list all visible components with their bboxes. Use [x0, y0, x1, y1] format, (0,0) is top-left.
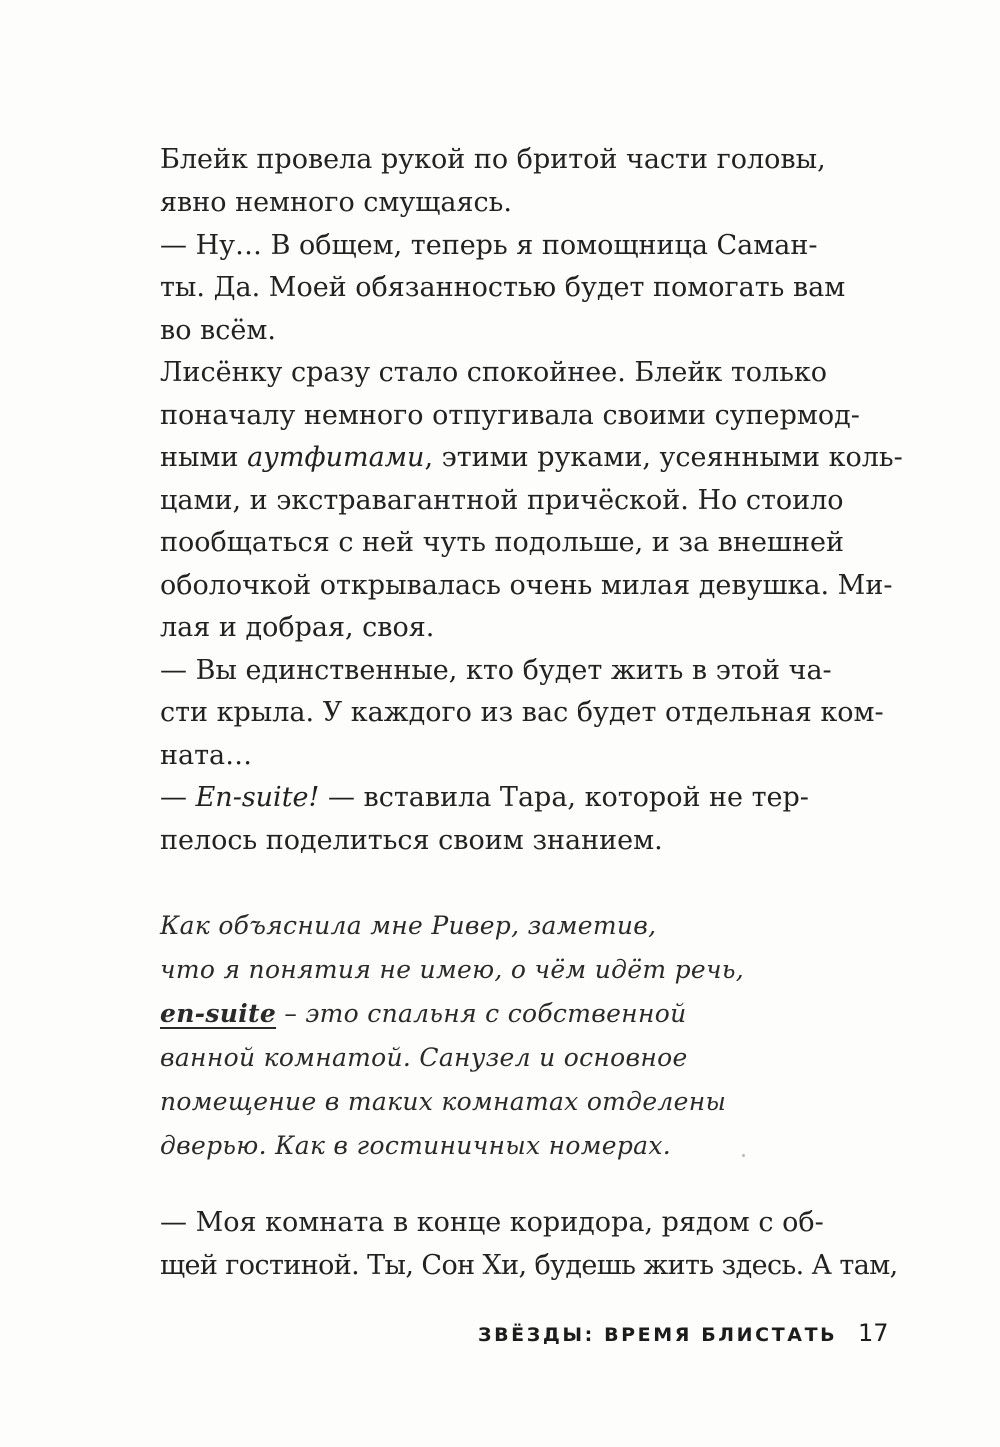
- text-span: —: [160, 782, 187, 813]
- paragraph-line: щей гостиной. Ты, Сон Хи, будешь жить здесь. А там,: [160, 1250, 898, 1281]
- handwritten-note-line: помещение в таких комнатах отделены: [160, 1087, 727, 1116]
- paragraph-line: [160, 438, 903, 478]
- text-span: , этими руками, усеянными коль-: [424, 442, 903, 473]
- italic-term: аутфитами: [247, 442, 425, 473]
- handwritten-note-line: [160, 990, 800, 1038]
- paragraph-line: лая и добрая, своя.: [160, 612, 435, 643]
- dialogue-line: [160, 778, 814, 818]
- handwritten-note-line: дверью. Как в гостиничных номерах.: [160, 1131, 672, 1160]
- dialogue-line: — Моя комната в конце коридора, рядом с об-: [160, 1207, 824, 1238]
- dialogue-line: — Вы единственные, кто будет жить в этой ча-: [160, 655, 832, 686]
- paragraph-line: сти крыла. У каждого из вас будет отдельная ком-: [160, 697, 884, 728]
- paragraph-line: поначалу немного отпугивала своими супермод-: [160, 400, 860, 431]
- page-number: 17: [858, 1319, 889, 1347]
- paragraph-line: Лисёнку сразу стало спокойнее. Блейк только: [160, 357, 828, 388]
- paragraph-line: пелось поделиться своим знанием.: [160, 825, 663, 856]
- paragraph-line: ты. Да. Моей обязанностью будет помогать вам: [160, 272, 846, 303]
- text-span: – это спальня с собственной: [284, 999, 687, 1028]
- paragraph-line: Блейк провела рукой по бритой части головы,: [160, 144, 826, 175]
- paragraph-line: во всём.: [160, 315, 276, 346]
- handwritten-note-line: Как объяснила мне Ривер, заметив,: [160, 911, 657, 940]
- paragraph-line: пообщаться с ней чуть подольше, и за внешней: [160, 527, 845, 558]
- paragraph-line: цами, и экстравагантной причёской. Но стоило: [160, 485, 844, 516]
- handwritten-note-line: ванной комнатой. Санузел и основное: [160, 1043, 688, 1072]
- speck-mark: [742, 1154, 745, 1157]
- paragraph-line: явно немного смущаясь.: [160, 187, 512, 218]
- dialogue-line: — Ну… В общем, теперь я помощница Саман-: [160, 230, 818, 261]
- text-span: ными: [160, 442, 239, 473]
- italic-term: En-suite!: [195, 782, 320, 813]
- paragraph-line: ната…: [160, 740, 253, 771]
- paragraph-line: оболочкой открывалась очень милая девушка. Ми-: [160, 570, 893, 601]
- running-footer-title: ЗВЁЗДЫ: ВРЕМЯ БЛИСТАТЬ: [478, 1324, 838, 1346]
- handwritten-note-line: что я понятия не имею, о чём идёт речь,: [160, 955, 744, 984]
- text-span: — вставила Тара, которой не тер-: [327, 782, 809, 813]
- note-term: en-suite: [160, 999, 277, 1028]
